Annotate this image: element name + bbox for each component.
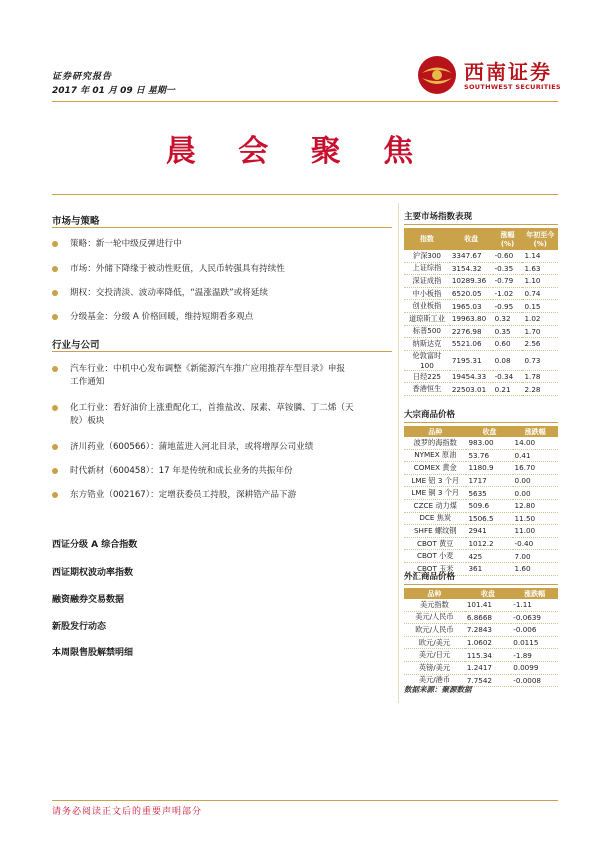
column-header: 品种 xyxy=(404,426,466,437)
category-link[interactable]: 西证分级 A 综合指数 xyxy=(52,540,138,550)
industry-item-line2: 胶）板块 xyxy=(70,416,105,426)
row-label-cell: DCE 焦炭 xyxy=(404,512,466,525)
commodity-heading-rule xyxy=(404,422,558,423)
row-label-cell: 欧元/美元 xyxy=(404,636,465,649)
row-label-cell: SHFE 螺纹钢 xyxy=(404,525,466,538)
index-table-heading: 主要市场指数表现 xyxy=(404,212,473,222)
value-cell: 0.00 xyxy=(513,474,558,487)
industry-item[interactable] xyxy=(52,402,392,428)
row-label-cell: 美元/日元 xyxy=(404,649,465,662)
row-label-cell: 欧元/人民币 xyxy=(404,624,465,637)
bullet-dot-icon xyxy=(52,366,58,372)
fx-table-heading: 外汇商品价格 xyxy=(404,572,456,582)
value-cell: -0.95 xyxy=(493,300,523,313)
value-cell: 3154.32 xyxy=(450,262,493,275)
table-row xyxy=(404,499,558,512)
disclaimer-note: 请务必阅读正文后的重要声明部分 xyxy=(52,807,203,817)
value-cell: 7.2843 xyxy=(465,624,511,637)
value-cell: 11.00 xyxy=(513,525,558,538)
row-label-cell: 伦敦富时 100 xyxy=(404,350,450,370)
table-row xyxy=(404,437,558,449)
table-row xyxy=(404,449,558,462)
value-cell: 0.0099 xyxy=(511,661,558,674)
value-cell: 12.80 xyxy=(513,499,558,512)
column-header: 收盘 xyxy=(465,588,511,599)
header-divider xyxy=(52,101,558,102)
category-link[interactable]: 融资融券交易数据 xyxy=(52,595,125,605)
value-cell: 0.32 xyxy=(493,312,523,325)
table-row xyxy=(404,370,558,383)
column-header: 年初至今(%) xyxy=(522,228,558,250)
value-cell: 7195.31 xyxy=(450,350,493,370)
value-cell: 115.34 xyxy=(465,649,511,662)
table-row xyxy=(404,325,558,338)
table-row xyxy=(404,525,558,538)
market-heading-rule xyxy=(52,227,392,228)
value-cell: 2276.98 xyxy=(450,325,493,338)
value-cell: 1506.5 xyxy=(466,512,512,525)
value-cell: 3347.67 xyxy=(450,250,493,262)
industry-item-line1: 时代新材（600458）：17 年是传统和成长业务的共振年份 xyxy=(70,466,293,476)
table-row xyxy=(404,287,558,300)
row-label-cell: 纳斯达克 xyxy=(404,338,450,351)
value-cell: 101.41 xyxy=(465,599,511,611)
row-label-cell: 沪深300 xyxy=(404,250,450,262)
table-header-row xyxy=(404,588,558,599)
column-divider xyxy=(398,203,399,703)
market-item[interactable] xyxy=(52,287,392,300)
data-source-note: 数据来源：聚源数据 xyxy=(404,685,472,694)
value-cell: 19963.80 xyxy=(450,312,493,325)
table-row xyxy=(404,550,558,563)
industry-item[interactable] xyxy=(52,363,392,389)
market-item[interactable] xyxy=(52,238,392,251)
value-cell: 1.60 xyxy=(513,562,558,575)
table-header-row xyxy=(404,426,558,437)
value-cell: 1.02 xyxy=(522,312,558,325)
column-header: 收盘 xyxy=(450,228,493,250)
value-cell: 22503.01 xyxy=(450,383,493,396)
column-header: 收盘 xyxy=(466,426,512,437)
title-divider xyxy=(52,194,558,195)
value-cell: 2.28 xyxy=(522,383,558,396)
value-cell: -0.60 xyxy=(493,250,523,262)
page-title: 晨 会 聚 焦 xyxy=(165,134,430,169)
bullet-dot-icon xyxy=(52,314,58,320)
market-item-text: 策略：新一轮中级反弹进行中 xyxy=(70,239,182,249)
value-cell: 6520.05 xyxy=(450,287,493,300)
row-label-cell: 道琼斯工业 xyxy=(404,312,450,325)
value-cell: 0.35 xyxy=(493,325,523,338)
value-cell: 1.14 xyxy=(522,250,558,262)
bullet-dot-icon xyxy=(52,492,58,498)
fx-heading-rule xyxy=(404,584,558,585)
table-header-row xyxy=(404,228,558,250)
industry-item[interactable] xyxy=(52,441,392,454)
row-label-cell: 上证综指 xyxy=(404,262,450,275)
row-label-cell: 日经225 xyxy=(404,370,450,383)
value-cell: 53.76 xyxy=(466,449,512,462)
index-table xyxy=(404,228,558,396)
industry-item-line1: 济川药业（600566）：蒲地蓝进入河北目录，或将增厚公司业绩 xyxy=(70,442,314,452)
value-cell: 983.00 xyxy=(466,437,512,449)
value-cell: -0.0008 xyxy=(511,674,558,687)
fx-table xyxy=(404,588,558,687)
row-label-cell: CBOT 小麦 xyxy=(404,550,466,563)
table-row xyxy=(404,611,558,624)
logo-emblem-icon xyxy=(416,54,458,96)
value-cell: 1.70 xyxy=(522,325,558,338)
value-cell: 16.70 xyxy=(513,462,558,475)
commodity-table-heading: 大宗商品价格 xyxy=(404,410,456,420)
value-cell: -0.79 xyxy=(493,275,523,288)
industry-item-line1: 化工行业：看好油价上涨重配化工，首推盐改、尿素、草铵膦、丁二烯（天 xyxy=(70,403,354,413)
row-label-cell: 标普500 xyxy=(404,325,450,338)
table-row xyxy=(404,250,558,262)
footer-divider xyxy=(52,800,558,801)
value-cell: 361 xyxy=(466,562,512,575)
category-link[interactable]: 新股发行动态 xyxy=(52,622,107,632)
market-item[interactable] xyxy=(52,263,392,276)
value-cell: 0.0115 xyxy=(511,636,558,649)
value-cell: -1.89 xyxy=(511,649,558,662)
value-cell: 1717 xyxy=(466,474,512,487)
value-cell: 10289.36 xyxy=(450,275,493,288)
value-cell: 1.63 xyxy=(522,262,558,275)
bullet-dot-icon xyxy=(52,290,58,296)
row-label-cell: 美元指数 xyxy=(404,599,465,611)
company-logo xyxy=(416,54,566,96)
value-cell: 1.10 xyxy=(522,275,558,288)
report-date: 2017 年 01 月 09 日 星期一 xyxy=(52,86,175,96)
fx-table-body xyxy=(404,599,558,687)
row-label-cell: 创业板指 xyxy=(404,300,450,313)
row-label-cell: NYMEX 原油 xyxy=(404,449,466,462)
bullet-dot-icon xyxy=(52,468,58,474)
row-label-cell: 深证成指 xyxy=(404,275,450,288)
value-cell: -0.40 xyxy=(513,537,558,550)
value-cell: 0.00 xyxy=(513,487,558,500)
value-cell: 0.60 xyxy=(493,338,523,351)
category-link[interactable]: 本周限售股解禁明细 xyxy=(52,648,134,658)
value-cell: 0.15 xyxy=(522,300,558,313)
table-row xyxy=(404,599,558,611)
table-row xyxy=(404,383,558,396)
row-label-cell: 英镑/美元 xyxy=(404,661,465,674)
table-row xyxy=(404,636,558,649)
value-cell: 7.00 xyxy=(513,550,558,563)
category-link[interactable]: 西证期权波动率指数 xyxy=(52,568,134,578)
logo-chinese-name: 西南证券 xyxy=(464,60,552,84)
table-row xyxy=(404,624,558,637)
row-label-cell: COMEX 黄金 xyxy=(404,462,466,475)
value-cell: -1.11 xyxy=(511,599,558,611)
value-cell: 5635 xyxy=(466,487,512,500)
bullet-dot-icon xyxy=(52,444,58,450)
row-label-cell: 美元/人民币 xyxy=(404,611,465,624)
commodity-table xyxy=(404,426,558,576)
value-cell: 0.41 xyxy=(513,449,558,462)
market-item-text: 市场：外储下降缘于被动性贬值，人民币转强具有持续性 xyxy=(70,264,285,274)
industry-item-line1: 汽车行业：中机中心发布调整《新能源汽车推广应用推荐车型目录》申报 xyxy=(70,364,346,374)
index-heading-rule xyxy=(404,224,558,225)
value-cell: 2941 xyxy=(466,525,512,538)
value-cell: 1180.9 xyxy=(466,462,512,475)
commodity-table-body xyxy=(404,437,558,575)
value-cell: 6.8668 xyxy=(465,611,511,624)
value-cell: 5521.06 xyxy=(450,338,493,351)
table-row xyxy=(404,661,558,674)
row-label-cell: CBOT 玉米 xyxy=(404,562,466,575)
value-cell: 0.08 xyxy=(493,350,523,370)
row-label-cell: LME 铝 3 个月 xyxy=(404,474,466,487)
value-cell: 509.6 xyxy=(466,499,512,512)
value-cell: 19454.33 xyxy=(450,370,493,383)
value-cell: -0.34 xyxy=(493,370,523,383)
bullet-dot-icon xyxy=(52,405,58,411)
row-label-cell: 香港恒生 xyxy=(404,383,450,396)
column-header: 涨跌幅 xyxy=(513,426,558,437)
value-cell: 1.2417 xyxy=(465,661,511,674)
table-row xyxy=(404,312,558,325)
index-table-body xyxy=(404,250,558,395)
industry-company-heading: 行业与公司 xyxy=(52,340,100,351)
value-cell: 1.78 xyxy=(522,370,558,383)
market-item[interactable] xyxy=(52,311,392,324)
report-type: 证券研究报告 xyxy=(52,72,113,82)
value-cell: 14.00 xyxy=(513,437,558,449)
bullet-dot-icon xyxy=(52,241,58,247)
value-cell: -0.0639 xyxy=(511,611,558,624)
market-item-text: 期权：交投清淡、波动率降低，“温涨温跌”或将延续 xyxy=(70,288,268,298)
table-row xyxy=(404,300,558,313)
market-strategy-heading: 市场与策略 xyxy=(52,216,100,227)
row-label-cell: CZCE 动力煤 xyxy=(404,499,466,512)
row-label-cell: 美元/港币 xyxy=(404,674,465,687)
column-header: 品种 xyxy=(404,588,465,599)
value-cell: 1012.2 xyxy=(466,537,512,550)
table-row xyxy=(404,649,558,662)
value-cell: 1.0602 xyxy=(465,636,511,649)
table-row xyxy=(404,487,558,500)
logo-english-name: SOUTHWEST SECURITIES xyxy=(464,83,561,91)
market-item-text: 分级基金：分级 A 价格回暖，维持短期看多观点 xyxy=(70,312,254,322)
industry-item[interactable] xyxy=(52,465,392,478)
value-cell: 11.50 xyxy=(513,512,558,525)
row-label-cell: CBOT 黄豆 xyxy=(404,537,466,550)
value-cell: 0.74 xyxy=(522,287,558,300)
row-label-cell: LME 铜 3 个月 xyxy=(404,487,466,500)
value-cell: -0.35 xyxy=(493,262,523,275)
value-cell: 0.73 xyxy=(522,350,558,370)
value-cell: 2.56 xyxy=(522,338,558,351)
value-cell: -0.006 xyxy=(511,624,558,637)
value-cell: 425 xyxy=(466,550,512,563)
industry-item[interactable] xyxy=(52,489,392,502)
table-row xyxy=(404,537,558,550)
value-cell: -1.02 xyxy=(493,287,523,300)
table-row xyxy=(404,462,558,475)
value-cell: 7.7542 xyxy=(465,674,511,687)
value-cell: 0.21 xyxy=(493,383,523,396)
column-header: 涨幅(%) xyxy=(493,228,523,250)
value-cell: 1965.03 xyxy=(450,300,493,313)
row-label-cell: 波罗的海指数 xyxy=(404,437,466,449)
table-row xyxy=(404,338,558,351)
table-row xyxy=(404,512,558,525)
column-header: 涨跌幅 xyxy=(511,588,558,599)
table-row xyxy=(404,262,558,275)
industry-item-line2: 工作通知 xyxy=(70,377,105,387)
table-row xyxy=(404,275,558,288)
industry-heading-rule xyxy=(52,351,392,352)
row-label-cell: 中小板指 xyxy=(404,287,450,300)
table-row xyxy=(404,474,558,487)
table-row xyxy=(404,350,558,370)
bullet-dot-icon xyxy=(52,266,58,272)
industry-item-line1: 东方锆业（002167）：定增获委员工持股，深耕锆产品下游 xyxy=(70,490,297,500)
column-header: 指数 xyxy=(404,228,450,250)
